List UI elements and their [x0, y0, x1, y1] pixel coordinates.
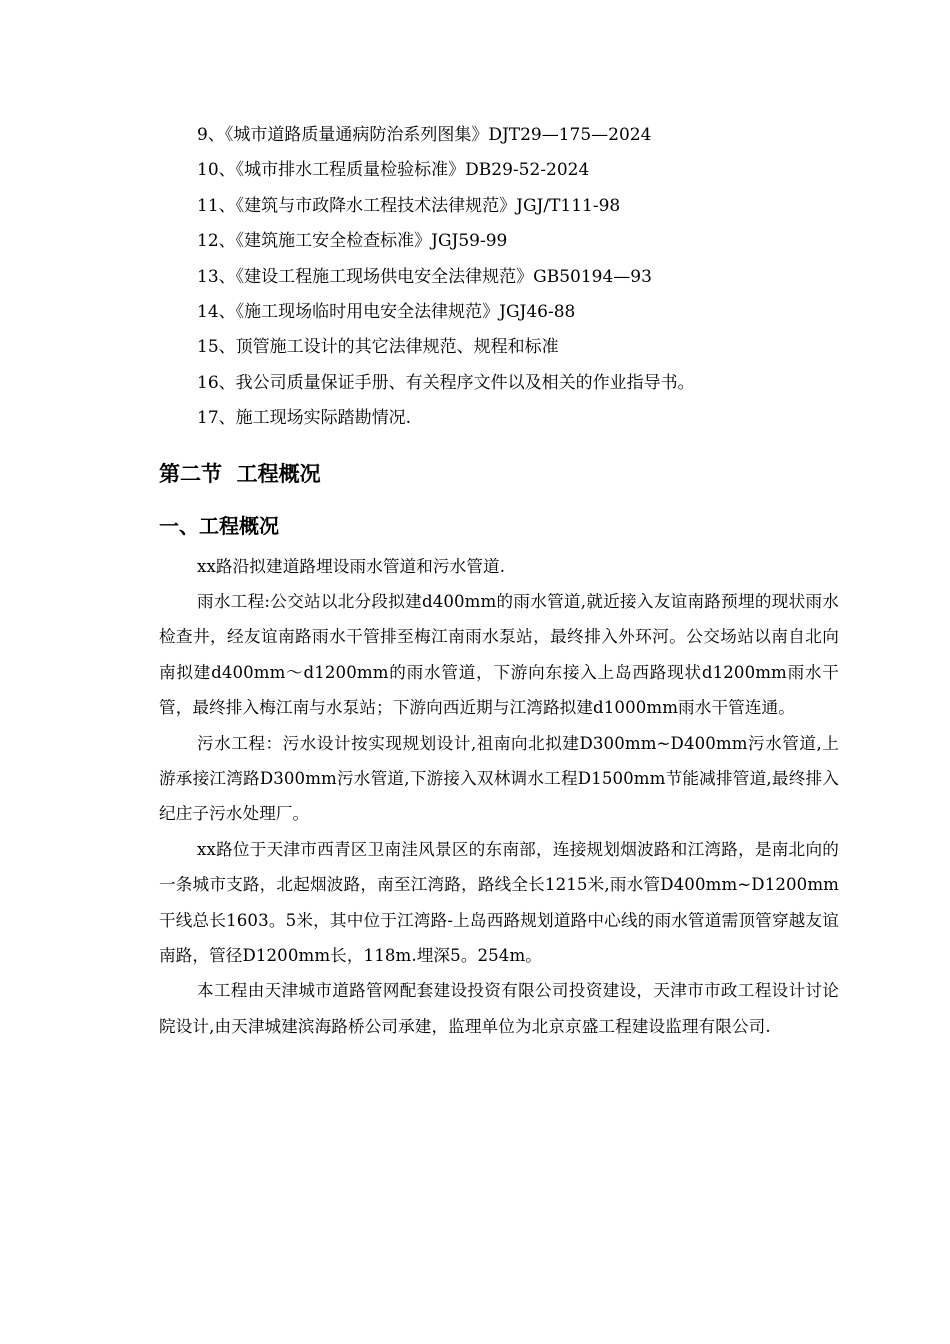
subsection-heading: 一、工程概况 [159, 513, 279, 538]
reference-item: 12、《建筑施工安全检查标准》JGJ59-99 [197, 231, 508, 252]
reference-item: 10、《城市排水工程质量检验标准》DB29-52-2024 [197, 160, 590, 181]
section-heading: 第二节 工程概况 [159, 461, 321, 486]
reference-list [159, 118, 839, 437]
reference-item: 15、顶管施工设计的其它法律规范、规程和标准 [197, 337, 559, 358]
body-paragraph: 污水工程：污水设计按实现规划设计,祖南向北拟建D300mm~D400mm污水管道,上游承接江湾路D300mm污水管道,下游接入双林调水工程D1500mm节能减排管道,最终排入纪庄子污水处理厂。 [159, 733, 839, 824]
body-paragraph: 本工程由天津城市道路管网配套建设投资有限公司投资建设，天津市市政工程设计讨论院设计,由天津城建滨海路桥公司承建，监理单位为北京京盛工程建设监理有限公司. [159, 981, 839, 1036]
reference-item: 17、施工现场实际踏勘情况. [197, 408, 412, 429]
reference-item: 9、《城市道路质量通病防治系列图集》DJT29—175—2024 [197, 125, 652, 145]
reference-item: 16、我公司质量保证手册、有关程序文件以及相关的作业指导书。 [197, 372, 695, 393]
reference-item: 13、《建设工程施工现场供电安全法律规范》GB50194—93 [197, 266, 652, 287]
body-paragraph: xx路沿拟建道路埋设雨水管道和污水管道. [197, 556, 506, 576]
document-page [159, 118, 839, 1044]
body-paragraph: xx路位于天津市西青区卫南洼风景区的东南部，连接规划烟波路和江湾路，是南北向的一条城市支路，北起烟波路，南至江湾路，路线全长1215米,雨水管D400mm~D1200mm干线总长1603。5米，其中位于江湾路-上岛西路规划道路中心线的雨水管道需顶管穿越友谊南路，管径D1200mm长，118m.埋深5。254m。 [159, 839, 839, 965]
body-paragraph: 雨水工程:公交站以北分段拟建d400mm的雨水管道,就近接入友谊南路预埋的现状雨水检查井，经友谊南路雨水干管排至梅江南雨水泵站，最终排入外环河。公交场站以南自北向南拟建d400mm～d1200mm的雨水管道，下游向东接入上岛西路现状d1200mm雨水干管，最终排入梅江南与水泵站；下游向西近期与江湾路拟建d1000mm雨水干管连通。 [159, 591, 839, 718]
reference-item: 14、《施工现场临时用电安全法律规范》JGJ46-88 [197, 301, 576, 322]
reference-item: 11、《建筑与市政降水工程技术法律规范》JGJ/T111-98 [197, 195, 621, 216]
